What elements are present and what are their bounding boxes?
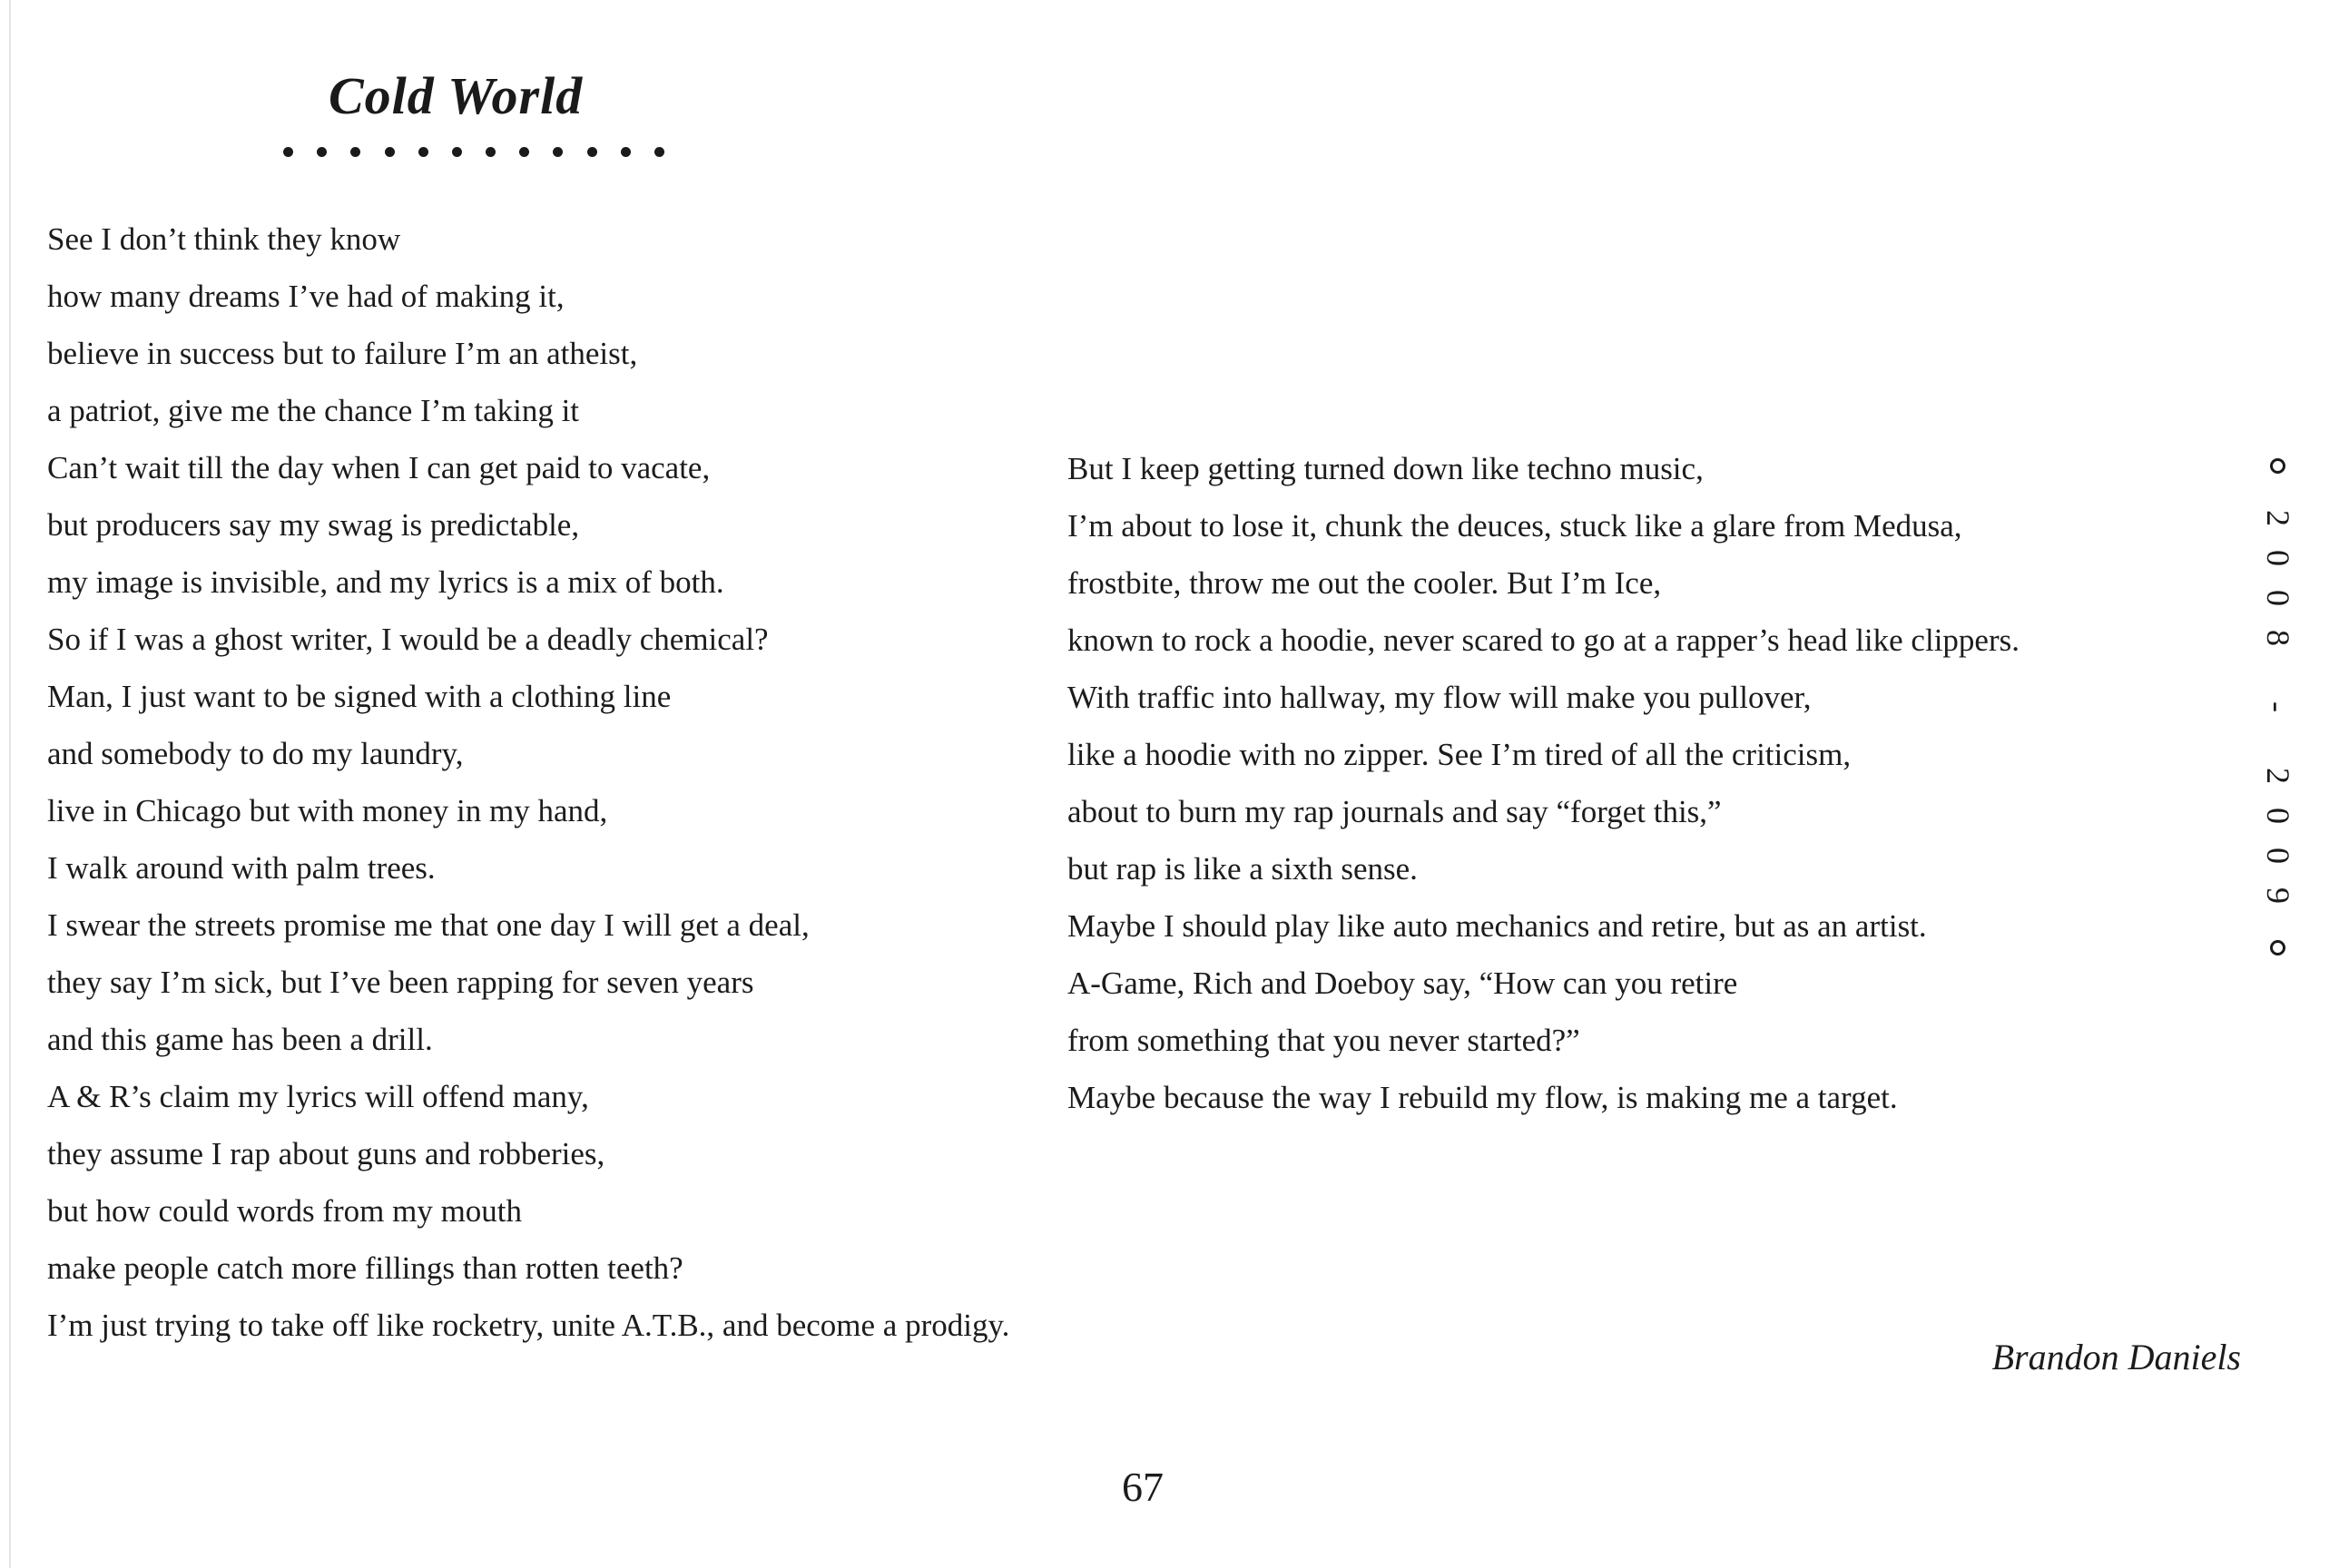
poem-line: a patriot, give me the chance I’m taking it bbox=[47, 393, 580, 428]
poem-line: make people catch more fillings than rotten teeth? bbox=[47, 1250, 683, 1286]
poem-line: believe in success but to failure I’m an atheist, bbox=[47, 336, 638, 371]
poem-line: my image is invisible, and my lyrics is a mix of both. bbox=[47, 564, 724, 600]
poem-line: they assume I rap about guns and robberies, bbox=[47, 1136, 605, 1171]
year-range-sidebar bbox=[2251, 458, 2305, 1112]
poem-line: frostbite, throw me out the cooler. But I’m Ice, bbox=[1067, 565, 1662, 601]
ornament-dot bbox=[553, 147, 563, 157]
poem-line: about to burn my rap journals and say “forget this,” bbox=[1067, 794, 1722, 829]
poem-line: live in Chicago but with money in my hand, bbox=[47, 793, 608, 828]
poem-line: I’m about to lose it, chunk the deuces, stuck like a glare from Medusa, bbox=[1067, 508, 1962, 544]
ornament-dot bbox=[452, 147, 462, 157]
poem-line: but producers say my swag is predictable, bbox=[47, 507, 580, 543]
year-range-vertical bbox=[2259, 458, 2297, 956]
poem-line: I’m just trying to take off like rocketry, unite A.T.B., and become a prodigy. bbox=[47, 1308, 1010, 1343]
title-dot-ornament bbox=[283, 138, 664, 165]
ornament-dot bbox=[317, 147, 327, 157]
poem-line: and somebody to do my laundry, bbox=[47, 736, 464, 771]
poem-line: A-Game, Rich and Doeboy say, “How can you retire bbox=[1067, 965, 1738, 1001]
ornament-dot bbox=[587, 147, 597, 157]
ornament-dot bbox=[519, 147, 529, 157]
poem-line: A & R’s claim my lyrics will offend many, bbox=[47, 1079, 589, 1114]
poem-line: But I keep getting turned down like techno music, bbox=[1067, 451, 1704, 486]
poem-line: Maybe I should play like auto mechanics and retire, but as an artist. bbox=[1067, 908, 1927, 944]
ornament-dot bbox=[385, 147, 395, 157]
ring-ornament-icon bbox=[2271, 458, 2286, 474]
poem-line: how many dreams I’ve had of making it, bbox=[47, 279, 565, 314]
ornament-dot bbox=[350, 147, 360, 157]
ornament-dot bbox=[486, 147, 496, 157]
poem-line: they say I’m sick, but I’ve been rapping for seven years bbox=[47, 965, 754, 1000]
poem-line: known to rock a hoodie, never scared to go at a rapper’s head like clippers. bbox=[1067, 622, 2020, 658]
page-number: 67 bbox=[1122, 1464, 1164, 1510]
poem-line: Man, I just want to be signed with a clothing line bbox=[47, 679, 672, 714]
poem-line: See I don’t think they know bbox=[47, 221, 401, 257]
ornament-dot bbox=[654, 147, 664, 157]
poem-line: I swear the streets promise me that one day I will get a deal, bbox=[47, 907, 810, 943]
poem-line: Can’t wait till the day when I can get paid to vacate, bbox=[47, 450, 711, 485]
year-range-text: 2008 - 2009 bbox=[2260, 510, 2296, 927]
ornament-dot bbox=[621, 147, 631, 157]
ornament-dot bbox=[418, 147, 428, 157]
poem-line: like a hoodie with no zipper. See I’m tired of all the criticism, bbox=[1067, 737, 1852, 772]
poem-author: Brandon Daniels bbox=[1991, 1337, 2241, 1377]
poem-line: but how could words from my mouth bbox=[47, 1193, 523, 1229]
poem-line: With traffic into hallway, my flow will make you pullover, bbox=[1067, 680, 1812, 715]
poem-line: Maybe because the way I rebuild my flow, is making me a target. bbox=[1067, 1080, 1898, 1115]
poem-title: Cold World bbox=[329, 66, 584, 125]
page-binding-edge bbox=[9, 0, 11, 1568]
poem-line: So if I was a ghost writer, I would be a deadly chemical? bbox=[47, 622, 769, 657]
ring-ornament-icon bbox=[2271, 940, 2286, 956]
poem-line: from something that you never started?” bbox=[1067, 1023, 1580, 1058]
poem-line: but rap is like a sixth sense. bbox=[1067, 851, 1418, 887]
poem-line: I walk around with palm trees. bbox=[47, 850, 436, 886]
ornament-dot bbox=[283, 147, 293, 157]
poem-line: and this game has been a drill. bbox=[47, 1022, 433, 1057]
